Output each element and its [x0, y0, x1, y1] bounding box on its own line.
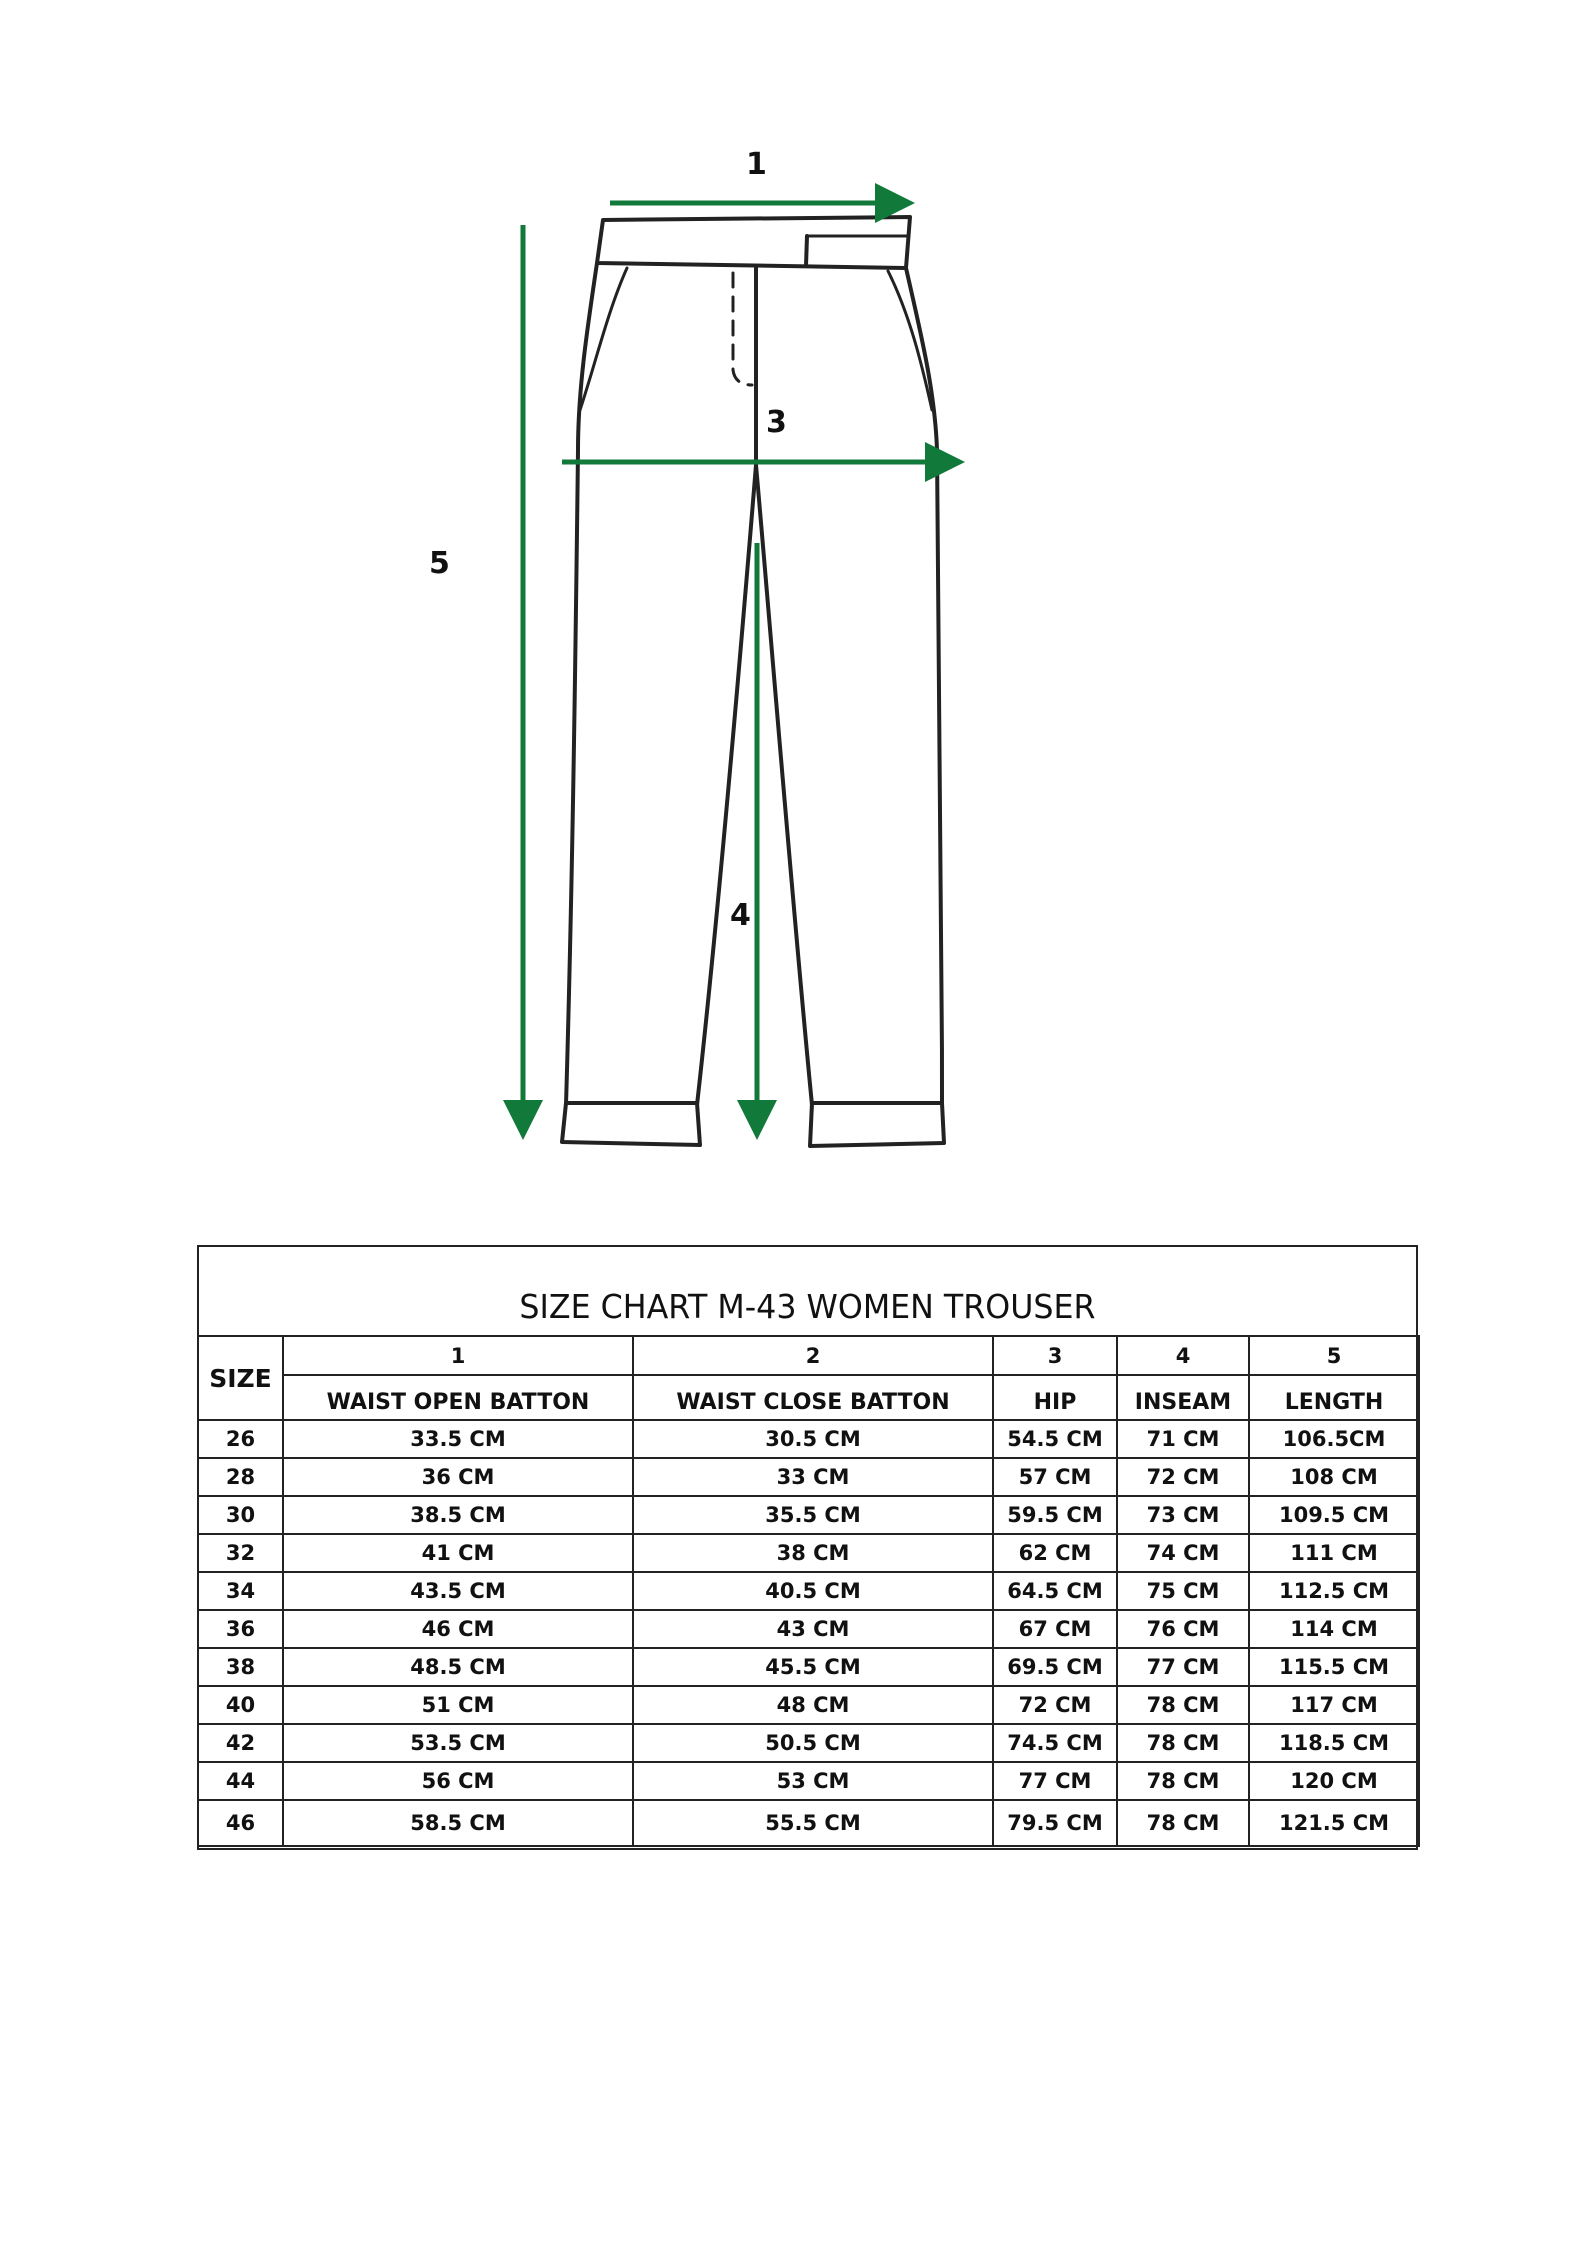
cell-inseam: 78 CM [1117, 1686, 1249, 1724]
cell-inseam: 71 CM [1117, 1420, 1249, 1458]
table-row [198, 1648, 1419, 1686]
cell-waist-close: 40.5 CM [633, 1572, 993, 1610]
cell-length: 111 CM [1249, 1534, 1419, 1572]
col-num-3: 3 [993, 1336, 1117, 1375]
cell-waist-open: 56 CM [283, 1762, 633, 1800]
cell-waist-open: 38.5 CM [283, 1496, 633, 1534]
table-row [198, 1572, 1419, 1610]
table-row [198, 1458, 1419, 1496]
table-row [198, 1686, 1419, 1724]
cell-size: 38 [198, 1648, 283, 1686]
col-header-length: LENGTH [1249, 1375, 1419, 1420]
col-header-inseam: INSEAM [1117, 1375, 1249, 1420]
table-row [198, 1420, 1419, 1458]
cell-hip: 57 CM [993, 1458, 1117, 1496]
hip-label: 3 [766, 405, 787, 440]
col-num-2: 2 [633, 1336, 993, 1375]
cell-length: 121.5 CM [1249, 1800, 1419, 1846]
cell-waist-close: 35.5 CM [633, 1496, 993, 1534]
cell-length: 118.5 CM [1249, 1724, 1419, 1762]
cell-waist-open: 58.5 CM [283, 1800, 633, 1846]
cell-hip: 67 CM [993, 1610, 1117, 1648]
table-row [198, 1610, 1419, 1648]
table-row [198, 1800, 1419, 1846]
size-table [197, 1335, 1420, 1847]
length-label: 5 [429, 546, 450, 581]
cell-waist-close: 45.5 CM [633, 1648, 993, 1686]
cell-size: 30 [198, 1496, 283, 1534]
cell-waist-open: 53.5 CM [283, 1724, 633, 1762]
cell-size: 36 [198, 1610, 283, 1648]
cell-waist-close: 48 CM [633, 1686, 993, 1724]
cell-size: 26 [198, 1420, 283, 1458]
cell-length: 115.5 CM [1249, 1648, 1419, 1686]
cell-waist-close: 53 CM [633, 1762, 993, 1800]
table-row [198, 1762, 1419, 1800]
cell-inseam: 72 CM [1117, 1458, 1249, 1496]
col-header-hip: HIP [993, 1375, 1117, 1420]
table-row [198, 1496, 1419, 1534]
cell-size: 44 [198, 1762, 283, 1800]
cell-hip: 77 CM [993, 1762, 1117, 1800]
col-num-5: 5 [1249, 1336, 1419, 1375]
cell-hip: 74.5 CM [993, 1724, 1117, 1762]
cell-hip: 64.5 CM [993, 1572, 1117, 1610]
cell-hip: 54.5 CM [993, 1420, 1117, 1458]
cell-inseam: 78 CM [1117, 1762, 1249, 1800]
cell-size: 40 [198, 1686, 283, 1724]
cell-length: 108 CM [1249, 1458, 1419, 1496]
cell-length: 106.5CM [1249, 1420, 1419, 1458]
cell-waist-open: 36 CM [283, 1458, 633, 1496]
cell-hip: 62 CM [993, 1534, 1117, 1572]
cell-length: 114 CM [1249, 1610, 1419, 1648]
cell-waist-close: 50.5 CM [633, 1724, 993, 1762]
cell-waist-close: 30.5 CM [633, 1420, 993, 1458]
cell-inseam: 76 CM [1117, 1610, 1249, 1648]
cell-length: 112.5 CM [1249, 1572, 1419, 1610]
cell-length: 120 CM [1249, 1762, 1419, 1800]
cell-size: 32 [198, 1534, 283, 1572]
cell-waist-open: 33.5 CM [283, 1420, 633, 1458]
table-row [198, 1534, 1419, 1572]
cell-waist-close: 55.5 CM [633, 1800, 993, 1846]
cell-size: 28 [198, 1458, 283, 1496]
cell-inseam: 78 CM [1117, 1800, 1249, 1846]
trouser-outline [562, 217, 944, 1146]
cell-size: 46 [198, 1800, 283, 1846]
header-row-numbers [198, 1336, 1419, 1375]
cell-length: 109.5 CM [1249, 1496, 1419, 1534]
cell-inseam: 74 CM [1117, 1534, 1249, 1572]
cell-waist-open: 48.5 CM [283, 1648, 633, 1686]
waist-label: 1 [746, 147, 767, 182]
size-header: SIZE [198, 1336, 283, 1420]
cell-waist-open: 43.5 CM [283, 1572, 633, 1610]
inseam-label: 4 [730, 898, 751, 933]
cell-waist-open: 51 CM [283, 1686, 633, 1724]
cell-inseam: 78 CM [1117, 1724, 1249, 1762]
cell-waist-open: 46 CM [283, 1610, 633, 1648]
cell-inseam: 77 CM [1117, 1648, 1249, 1686]
size-chart [197, 1245, 1418, 1850]
col-num-1: 1 [283, 1336, 633, 1375]
cell-waist-open: 41 CM [283, 1534, 633, 1572]
col-header-waist-open: WAIST OPEN BATTON [283, 1375, 633, 1420]
cell-hip: 72 CM [993, 1686, 1117, 1724]
cell-inseam: 75 CM [1117, 1572, 1249, 1610]
cell-hip: 79.5 CM [993, 1800, 1117, 1846]
cell-inseam: 73 CM [1117, 1496, 1249, 1534]
col-num-4: 4 [1117, 1336, 1249, 1375]
col-header-waist-close: WAIST CLOSE BATTON [633, 1375, 993, 1420]
cell-size: 42 [198, 1724, 283, 1762]
cell-length: 117 CM [1249, 1686, 1419, 1724]
chart-title: SIZE CHART M-43 WOMEN TROUSER [519, 1287, 1096, 1326]
header-row-names [198, 1375, 1419, 1420]
cell-waist-close: 43 CM [633, 1610, 993, 1648]
table-row [198, 1724, 1419, 1762]
cell-hip: 69.5 CM [993, 1648, 1117, 1686]
cell-waist-close: 38 CM [633, 1534, 993, 1572]
cell-waist-close: 33 CM [633, 1458, 993, 1496]
cell-size: 34 [198, 1572, 283, 1610]
cell-hip: 59.5 CM [993, 1496, 1117, 1534]
